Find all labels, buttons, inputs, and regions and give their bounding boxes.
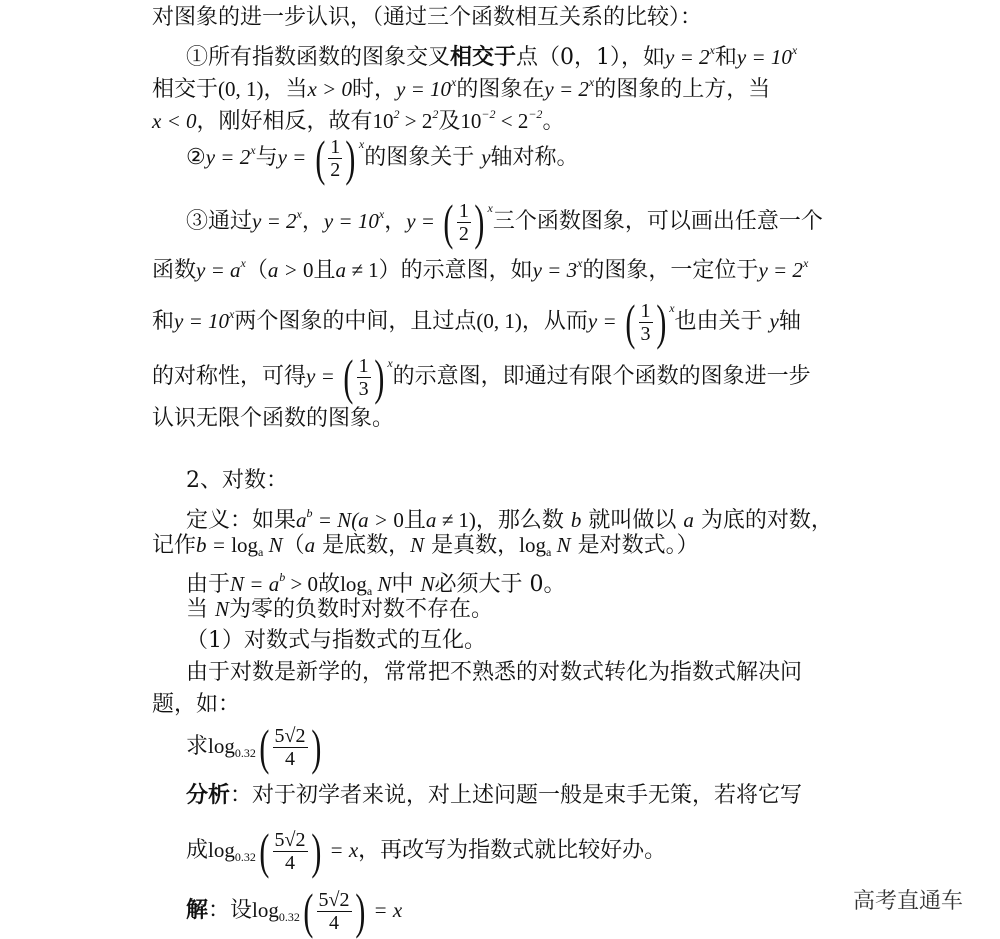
math-expression: y = 2 <box>205 145 251 169</box>
math-expression: y = <box>587 309 622 333</box>
text-run: 轴对称。 <box>490 145 579 170</box>
denominator: 4 <box>285 851 295 874</box>
text-run: 时， <box>352 77 397 102</box>
math-expression: (0, 1) <box>218 77 264 101</box>
text-line <box>152 248 808 286</box>
denominator: 3 <box>358 377 369 400</box>
math-expression: N <box>410 533 425 557</box>
math-expression: a > <box>267 258 304 282</box>
text-run: 由于 <box>186 572 231 597</box>
denominator: 3 <box>640 322 651 345</box>
text-run: 与 <box>255 145 278 170</box>
text-run: 求 <box>186 734 209 759</box>
math-expression: N <box>420 572 435 596</box>
watermark: 高考直通车 <box>853 889 964 914</box>
exponent: x <box>577 256 583 270</box>
numerator: 5√2 <box>318 888 350 911</box>
exponent: x <box>802 256 809 270</box>
math-expression: 1) <box>458 508 476 532</box>
math-expression: y = <box>406 209 441 233</box>
math-expression: y <box>481 145 491 169</box>
numerator: 1 <box>358 354 369 377</box>
text-run: 是底数， <box>315 533 411 558</box>
exponent: −2 <box>528 107 543 121</box>
bold-text: 分析 <box>186 782 231 808</box>
math-expression: N <box>263 533 283 557</box>
fraction-expression <box>256 719 324 775</box>
math-expression: a ≠ <box>335 258 369 282</box>
text-run: ：设 <box>208 898 253 923</box>
subscript: 0.32 <box>234 850 256 864</box>
text-run: 的图象关于 <box>364 145 482 170</box>
math-expression: log <box>208 734 235 758</box>
exponent: x <box>240 256 246 270</box>
exponent: x <box>387 356 393 370</box>
right-paren-glyph: ) <box>474 194 485 250</box>
text-run: ② <box>186 145 206 170</box>
text-run: 及 <box>438 109 461 134</box>
text-run: （ <box>245 258 268 283</box>
left-paren-glyph: ( <box>343 349 354 405</box>
exponent: x <box>378 207 385 221</box>
text-run: ①所有指数函数的图象交叉 <box>186 45 451 70</box>
math-expression: N <box>372 572 392 596</box>
denominator: 2 <box>458 222 469 245</box>
math-expression: 0 <box>303 258 314 282</box>
left-paren-glyph: ( <box>314 130 325 186</box>
exponent: x <box>451 75 457 89</box>
denominator: 4 <box>329 911 340 934</box>
exponent: 2 <box>432 107 439 121</box>
math-expression: 1 <box>368 258 379 282</box>
text-line <box>186 626 486 656</box>
exponent: x <box>709 43 715 57</box>
text-run: ：对于初学者来说，对上述问题一般是束手无策，若将它写 <box>230 783 803 808</box>
exponent: x <box>250 143 256 157</box>
text-run: 的示意图，即通过有限个函数的图象进一步 <box>392 364 811 389</box>
math-expression: 10 <box>460 109 482 133</box>
text-run: ，当 <box>263 77 308 102</box>
math-expression: y = 2 <box>544 77 589 101</box>
text-run: 中 <box>391 572 421 597</box>
exponent: x <box>791 43 798 57</box>
denominator: 4 <box>285 747 295 770</box>
left-paren-glyph: ( <box>259 719 270 775</box>
text-run: 轴 <box>778 309 801 334</box>
exponent: 2 <box>393 107 400 121</box>
text-run: ③通过 <box>186 209 253 234</box>
numerator: 5√2 <box>274 828 306 851</box>
math-expression: y = 3 <box>532 258 578 282</box>
denominator: 2 <box>330 158 341 181</box>
text-line <box>186 780 802 811</box>
bold-text: 解 <box>186 897 209 923</box>
math-expression: y = 10 <box>174 309 230 333</box>
numerator: 1 <box>640 299 651 322</box>
math-expression: y = <box>277 145 312 169</box>
text-run: 为底的对数， <box>693 508 833 533</box>
text-line <box>186 466 288 496</box>
text-run: 题，如： <box>152 692 241 717</box>
math-expression: x < 0 <box>152 109 197 133</box>
text-run: 的图象的上方，当 <box>594 77 771 102</box>
text-line <box>152 690 240 720</box>
math-expression: 0 <box>393 508 404 532</box>
fraction <box>457 200 471 245</box>
text-run: ，刚好相反，故有 <box>196 109 373 134</box>
text-run: 2、对数： <box>186 468 288 493</box>
text-line <box>152 3 702 33</box>
exponent: x <box>296 207 302 221</box>
subscript: 0.32 <box>278 910 300 924</box>
text-run: 两个图象的中间，且过点 <box>234 309 477 334</box>
math-expression: log <box>519 533 546 557</box>
math-expression: (0, 1) <box>476 309 522 333</box>
math-expression: log <box>231 533 259 557</box>
math-expression: y = <box>306 364 341 388</box>
math-expression: N = a <box>230 572 280 596</box>
fraction-expression <box>440 194 493 250</box>
text-line <box>186 883 403 939</box>
text-run: 为零的负数时对数不存在。 <box>229 597 494 622</box>
fraction-expression <box>340 349 393 405</box>
right-paren-glyph: ) <box>310 823 321 879</box>
fraction-expression <box>300 883 368 939</box>
text-run: 相交于 <box>152 77 219 102</box>
text-run: ）的示意图，如 <box>378 258 533 283</box>
text-run: 必须大于 0。 <box>434 572 566 597</box>
math-expression: a <box>683 508 694 532</box>
text-line <box>186 658 802 688</box>
text-run: ，从而 <box>521 309 588 334</box>
text-run: 且 <box>403 508 426 533</box>
numerator: 5√2 <box>274 724 306 747</box>
text-run: 记作 <box>152 533 197 558</box>
subscript: a <box>258 545 264 559</box>
math-expression: y = 10 <box>323 209 379 233</box>
right-paren-glyph: ) <box>374 349 384 405</box>
text-run: 三个函数图象，可以画出任意一个 <box>492 209 823 234</box>
math-expression: = x <box>324 838 359 862</box>
text-run: 定义：如果 <box>186 508 297 533</box>
math-expression: < 2 <box>495 109 529 133</box>
text-run: ，再改写为指数式就比较好办。 <box>358 838 667 863</box>
text-run: 就叫做以 <box>581 508 684 533</box>
text-run: 的对称性，可得 <box>152 364 307 389</box>
subscript: a <box>366 584 373 598</box>
text-run: 认识无限个函数的图象。 <box>152 406 395 431</box>
right-paren-glyph: ) <box>655 294 666 350</box>
fraction-expression <box>312 130 365 186</box>
exponent: b <box>306 506 313 520</box>
text-line <box>152 404 394 434</box>
exponent: −2 <box>481 107 496 121</box>
text-run: ， <box>384 209 407 234</box>
math-expression: y = 10 <box>736 45 792 69</box>
math-expression: y = 2 <box>665 45 710 69</box>
math-expression: a <box>304 533 316 557</box>
math-expression: = x <box>368 898 403 922</box>
text-line <box>152 349 811 405</box>
right-paren-glyph: ) <box>354 883 365 939</box>
math-expression: b <box>570 508 582 532</box>
exponent: x <box>229 307 235 321</box>
text-run: 故 <box>318 572 341 597</box>
text-run: 函数 <box>152 258 197 283</box>
math-expression: log <box>252 898 279 922</box>
text-run: ，那么数 <box>475 508 571 533</box>
math-expression: y = a <box>196 258 241 282</box>
bold-text: 相交于 <box>450 44 517 70</box>
subscript: 0.32 <box>234 746 256 760</box>
text-line <box>186 130 579 186</box>
fraction-expression <box>622 294 675 350</box>
text-run: （1）对数式与指数式的互化。 <box>186 628 486 653</box>
math-expression: > 2 <box>399 109 433 133</box>
fraction <box>357 355 371 400</box>
fraction-expression <box>256 823 324 879</box>
math-expression: y = 10 <box>396 77 452 101</box>
text-run: 的图象在 <box>456 77 545 102</box>
text-line <box>186 194 823 250</box>
math-expression: y <box>769 309 779 333</box>
text-run: 的图象，一定位于 <box>582 258 759 283</box>
math-expression: 10 <box>372 109 394 133</box>
fraction <box>328 136 342 181</box>
text-run: 且 <box>313 258 336 283</box>
math-expression: N <box>215 597 230 621</box>
math-expression: > 0 <box>285 572 319 596</box>
text-line <box>186 594 493 625</box>
right-paren-glyph: ) <box>345 130 356 186</box>
left-paren-glyph: ( <box>443 194 454 250</box>
left-paren-glyph: ( <box>303 883 314 939</box>
text-run: 由于对数是新学的，常常把不熟悉的对数式转化为指数式解决问 <box>186 660 803 685</box>
left-paren-glyph: ( <box>259 823 270 879</box>
text-run: ， <box>301 209 324 234</box>
text-run: 点（0，1），如 <box>516 45 666 70</box>
exponent: x <box>358 137 365 151</box>
numerator: 1 <box>330 135 341 158</box>
exponent: x <box>487 201 493 215</box>
text-run: 和 <box>714 45 737 70</box>
fraction <box>273 829 308 874</box>
text-line <box>152 294 801 350</box>
text-run: 也由关于 <box>674 309 770 334</box>
fraction <box>639 300 653 345</box>
right-paren-glyph: ) <box>310 719 321 775</box>
text-line <box>186 823 667 879</box>
text-run: （ <box>282 533 305 558</box>
math-expression: log <box>340 572 367 596</box>
math-expression: a <box>296 508 307 532</box>
math-expression: y = 2 <box>758 258 803 282</box>
exponent: x <box>669 301 675 315</box>
text-run: 是真数， <box>424 533 520 558</box>
text-run: 当 <box>186 597 215 622</box>
text-run: 。 <box>542 109 565 134</box>
exponent: b <box>279 570 286 584</box>
text-run: 是对数式。） <box>570 533 699 558</box>
text-line <box>186 719 324 775</box>
fraction <box>273 725 308 770</box>
left-paren-glyph: ( <box>625 294 636 350</box>
math-expression: N <box>551 533 571 557</box>
text-run: 成 <box>186 838 209 863</box>
fraction <box>317 889 352 934</box>
math-expression: x > 0 <box>307 77 353 101</box>
math-expression: a ≠ <box>425 508 459 532</box>
math-expression: = N(a > <box>312 508 394 532</box>
numerator: 1 <box>458 199 469 222</box>
math-expression: b = <box>196 533 232 557</box>
math-expression: log <box>208 838 235 862</box>
math-expression: y = 2 <box>252 209 297 233</box>
subscript: a <box>546 545 552 559</box>
text-run: 对图象的进一步认识，（通过三个函数相互关系的比较）： <box>152 5 703 30</box>
exponent: x <box>588 75 595 89</box>
text-run: 和 <box>152 309 175 334</box>
